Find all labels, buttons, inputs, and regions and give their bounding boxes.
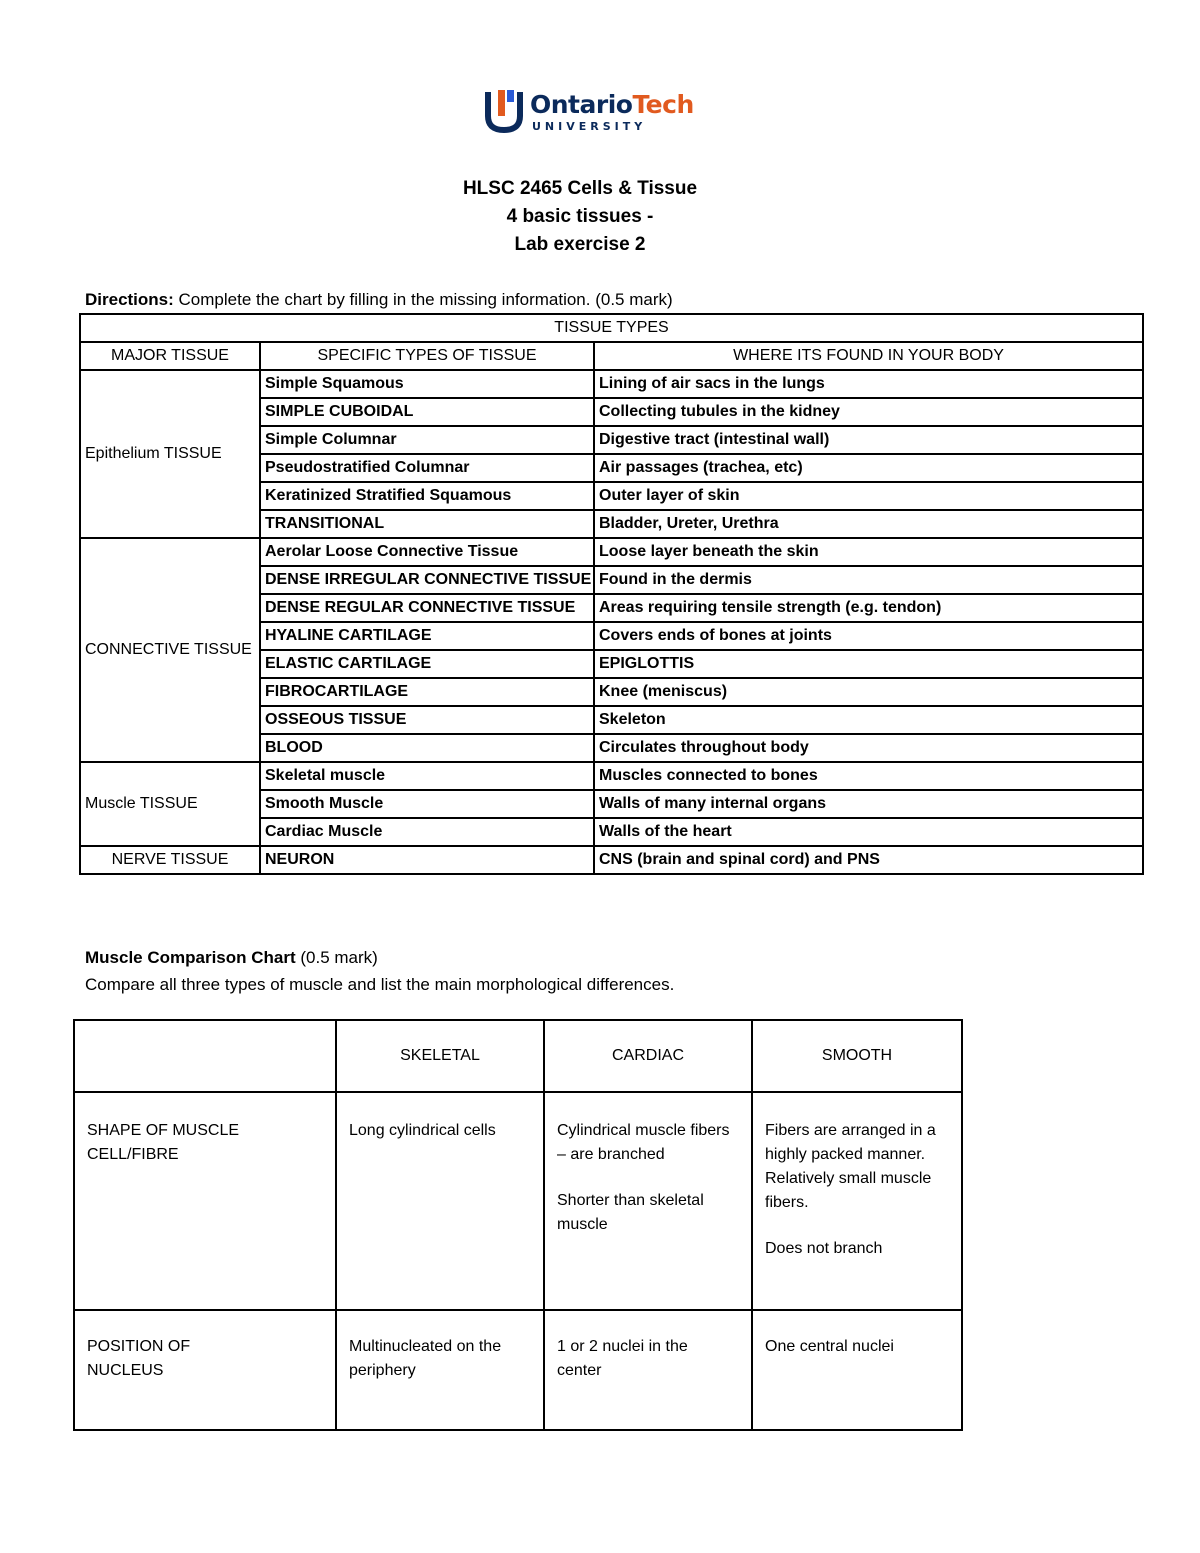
muscle-section-instruction: Compare all three types of muscle and list the main morphological differences.	[85, 975, 675, 994]
tissue-type-cell: DENSE IRREGULAR CONNECTIVE TISSUE	[260, 566, 594, 594]
location-cell: Circulates throughout body	[594, 734, 1143, 762]
row-header	[74, 1092, 336, 1310]
major-tissue-cell: Muscle TISSUE	[80, 762, 260, 846]
location-cell: Outer layer of skin	[594, 482, 1143, 510]
cell-text: Shorter than skeletal muscle	[557, 1192, 704, 1233]
location-cell: Collecting tubules in the kidney	[594, 398, 1143, 426]
tissue-type-cell: TRANSITIONAL	[260, 510, 594, 538]
tissue-type-cell: DENSE REGULAR CONNECTIVE TISSUE	[260, 594, 594, 622]
cell-text: Multinucleated on the periphery	[349, 1338, 502, 1379]
tissue-type-cell: Aerolar Loose Connective Tissue	[260, 538, 594, 566]
tissue-type-cell: Skeletal muscle	[260, 762, 594, 790]
major-tissue-cell: CONNECTIVE TISSUE	[80, 538, 260, 762]
tissue-type-cell: Cardiac Muscle	[260, 818, 594, 846]
cell-text: Cylindrical muscle fibers – are branched	[557, 1122, 730, 1163]
location-cell: CNS (brain and spinal cord) and PNS	[594, 846, 1143, 874]
table-title: TISSUE TYPES	[80, 314, 1143, 342]
table-row	[80, 314, 1143, 342]
row-header	[74, 1310, 336, 1430]
table-row	[80, 538, 1143, 566]
location-cell: Walls of many internal organs	[594, 790, 1143, 818]
table-row	[80, 846, 1143, 874]
table-row	[74, 1310, 962, 1430]
location-cell: Areas requiring tensile strength (e.g. tendon)	[594, 594, 1143, 622]
logo-subtitle: UNIVERSITY	[532, 120, 647, 133]
tissue-type-cell: NEURON	[260, 846, 594, 874]
table-row	[80, 762, 1143, 790]
column-header: MAJOR TISSUE	[80, 342, 260, 370]
tissue-type-cell: SIMPLE CUBOIDAL	[260, 398, 594, 426]
location-cell: Found in the dermis	[594, 566, 1143, 594]
tissue-type-cell: BLOOD	[260, 734, 594, 762]
logo-name: OntarioTech	[530, 90, 694, 119]
location-cell: Skeleton	[594, 706, 1143, 734]
ontario-tech-logo	[484, 86, 694, 142]
directions-text	[85, 290, 673, 310]
tissue-type-cell: OSSEOUS TISSUE	[260, 706, 594, 734]
tissue-type-cell: Keratinized Stratified Squamous	[260, 482, 594, 510]
table-cell	[74, 1020, 336, 1092]
location-cell: Bladder, Ureter, Urethra	[594, 510, 1143, 538]
muscle-comparison-table	[73, 1019, 963, 1431]
location-cell: Walls of the heart	[594, 818, 1143, 846]
column-header: CARDIAC	[544, 1020, 752, 1092]
row-label: POSITION OF NUCLEUS	[87, 1338, 191, 1379]
table-cell	[336, 1310, 544, 1430]
muscle-section-mark: (0.5 mark)	[295, 948, 378, 967]
cell-text: Does not branch	[765, 1240, 883, 1257]
location-cell: Knee (meniscus)	[594, 678, 1143, 706]
cell-text: One central nuclei	[765, 1338, 894, 1355]
table-cell	[752, 1310, 962, 1430]
location-cell: EPIGLOTTIS	[594, 650, 1143, 678]
major-tissue-cell: NERVE TISSUE	[80, 846, 260, 874]
table-row	[74, 1092, 962, 1310]
cell-text: Fibers are arranged in a highly packed manner. Relatively small muscle fibers.	[765, 1122, 936, 1211]
directions-body: Complete the chart by filling in the missing information. (0.5 mark)	[173, 290, 673, 309]
table-cell	[336, 1092, 544, 1310]
muscle-section-title: Muscle Comparison Chart	[85, 948, 296, 967]
document-header	[0, 175, 1160, 259]
row-label: SHAPE OF MUSCLE CELL/FIBRE	[87, 1122, 240, 1163]
location-cell: Muscles connected to bones	[594, 762, 1143, 790]
location-cell: Air passages (trachea, etc)	[594, 454, 1143, 482]
tissue-type-cell: HYALINE CARTILAGE	[260, 622, 594, 650]
tissue-type-cell: Simple Squamous	[260, 370, 594, 398]
course-title: HLSC 2465 Cells & Tissue	[462, 178, 698, 199]
tissue-type-cell: FIBROCARTILAGE	[260, 678, 594, 706]
column-header: SKELETAL	[336, 1020, 544, 1092]
location-cell: Lining of air sacs in the lungs	[594, 370, 1143, 398]
directions-label: Directions:	[85, 290, 174, 309]
table-cell	[544, 1310, 752, 1430]
location-cell: Covers ends of bones at joints	[594, 622, 1143, 650]
lab-title: Lab exercise 2	[514, 234, 646, 255]
topic-title: 4 basic tissues -	[506, 206, 654, 227]
table-row	[74, 1020, 962, 1092]
column-header: SPECIFIC TYPES OF TISSUE	[260, 342, 594, 370]
location-cell: Digestive tract (intestinal wall)	[594, 426, 1143, 454]
tissue-type-cell: ELASTIC CARTILAGE	[260, 650, 594, 678]
column-header: SMOOTH	[752, 1020, 962, 1092]
table-row	[80, 370, 1143, 398]
cell-text: 1 or 2 nuclei in the center	[557, 1338, 688, 1379]
tissue-types-table	[79, 313, 1144, 875]
location-cell: Loose layer beneath the skin	[594, 538, 1143, 566]
tissue-type-cell: Pseudostratified Columnar	[260, 454, 594, 482]
table-row	[80, 342, 1143, 370]
cell-text: Long cylindrical cells	[349, 1122, 496, 1139]
major-tissue-cell: Epithelium TISSUE	[80, 370, 260, 538]
tissue-type-cell: Simple Columnar	[260, 426, 594, 454]
table-cell	[752, 1092, 962, 1310]
tissue-type-cell: Smooth Muscle	[260, 790, 594, 818]
muscle-section	[85, 944, 674, 998]
column-header: WHERE ITS FOUND IN YOUR BODY	[594, 342, 1143, 370]
table-cell	[544, 1092, 752, 1310]
logo-mark-icon	[484, 86, 524, 134]
